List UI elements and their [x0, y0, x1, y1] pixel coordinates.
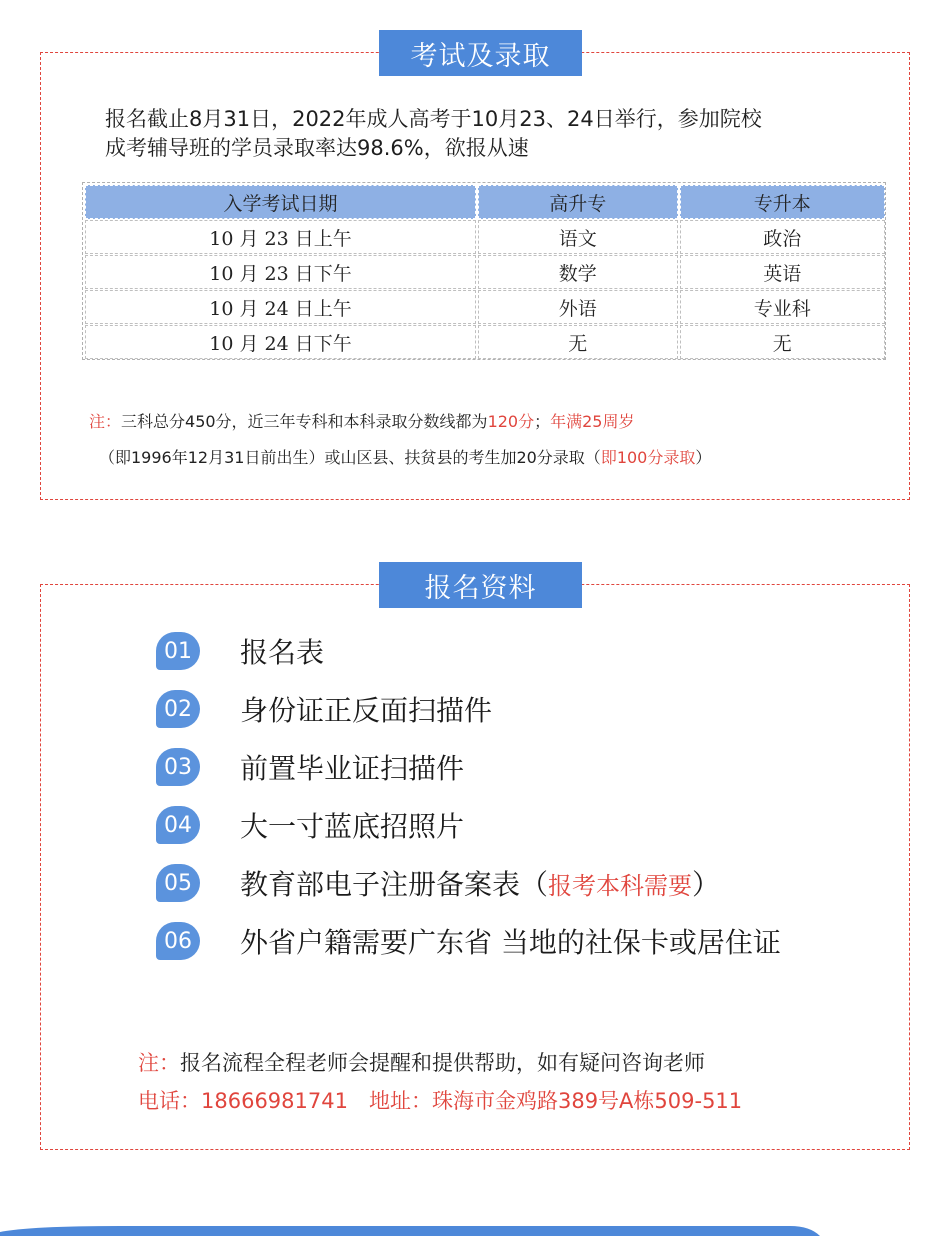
- exam-schedule-table: [82, 182, 886, 360]
- note-score: 120分: [487, 412, 535, 431]
- list-item: [156, 921, 781, 961]
- item-number-badge: 04: [156, 806, 200, 844]
- list-item: [156, 747, 464, 787]
- list-item: [156, 689, 492, 729]
- item-text: 身份证正反面扫描件: [240, 694, 493, 727]
- exam-intro: [105, 105, 895, 163]
- item-text-close: ）: [692, 868, 721, 901]
- item-text: 报名表: [240, 636, 325, 669]
- footer-text: 报名流程全程老师会提醒和提供帮助，如有疑问咨询老师: [180, 1051, 705, 1075]
- list-item: [156, 805, 464, 845]
- note-text: 三科总分450分，近三年专科和本科录取分数线都为: [121, 412, 488, 431]
- intro-line-2: 成考辅导班的学员录取率达98.6%，欲报从速: [105, 136, 529, 160]
- item-number-badge: 01: [156, 632, 200, 670]
- table-cell-subject: 语文: [478, 220, 678, 254]
- item-text: 外省户籍需要广东省 当地的社保卡或居住证: [240, 926, 781, 959]
- table-cell-subject: 数学: [478, 255, 678, 289]
- table-row: [83, 290, 885, 324]
- note2-prefix: （即1996年12月31日前出生）或山区县、扶贫县的考生加20分录取（: [99, 448, 601, 467]
- footer-label: 注：: [138, 1051, 180, 1075]
- bottom-decoration-band: [0, 1226, 950, 1236]
- table-cell-subject: 无: [478, 325, 678, 359]
- item-text: 前置毕业证扫描件: [240, 752, 465, 785]
- item-text-note: 报考本科需要: [548, 872, 693, 900]
- item-number-badge: 02: [156, 690, 200, 728]
- item-number-badge: 05: [156, 864, 200, 902]
- note2-suffix: ）: [695, 448, 712, 467]
- note2-red: 即100分录取: [600, 448, 696, 467]
- header-zhuansheng-ben: 专升本: [680, 185, 885, 219]
- bonus-note: [99, 445, 711, 468]
- note-sep: ；: [534, 412, 551, 431]
- item-text-main: 教育部电子注册备案表（: [240, 868, 549, 901]
- process-note: [138, 1047, 705, 1077]
- table-cell-subject: 无: [680, 325, 885, 359]
- note-age: 年满25周岁: [550, 412, 635, 431]
- item-text: 大一寸蓝底招照片: [240, 810, 465, 843]
- table-cell-subject: 专业科: [680, 290, 885, 324]
- table-row: [83, 220, 885, 254]
- note-label: 注：: [89, 412, 122, 431]
- item-number-badge: 06: [156, 922, 200, 960]
- score-note: [89, 409, 635, 432]
- intro-line-1: 报名截止8月31日，2022年成人高考于10月23、24日举行，参加院校: [105, 107, 762, 131]
- table-cell-subject: 英语: [680, 255, 885, 289]
- exam-section-title: 考试及录取: [379, 30, 582, 76]
- docs-section-title: 报名资料: [379, 562, 582, 608]
- table-cell-date: 10 月 23 日下午: [85, 255, 476, 289]
- list-item: [156, 863, 720, 903]
- bottom-wave-shape: [0, 1226, 820, 1236]
- table-cell-date: 10 月 24 日上午: [85, 290, 476, 324]
- exam-panel: [40, 40, 910, 500]
- table-cell-subject: 政治: [680, 220, 885, 254]
- documents-panel: [40, 572, 910, 1150]
- item-text: [240, 863, 720, 903]
- header-gaosheng-zhuan: 高升专: [478, 185, 678, 219]
- table-cell-date: 10 月 24 日下午: [85, 325, 476, 359]
- table-row: [83, 325, 885, 359]
- list-item: [156, 631, 324, 671]
- table-header-row: [83, 185, 885, 219]
- header-exam-date: 入学考试日期: [85, 185, 476, 219]
- item-number-badge: 03: [156, 748, 200, 786]
- table-cell-subject: 外语: [478, 290, 678, 324]
- contact-info: 电话：18666981741 地址：珠海市金鸡路389号A栋509-511: [138, 1089, 743, 1113]
- table-cell-date: 10 月 23 日上午: [85, 220, 476, 254]
- table-row: [83, 255, 885, 289]
